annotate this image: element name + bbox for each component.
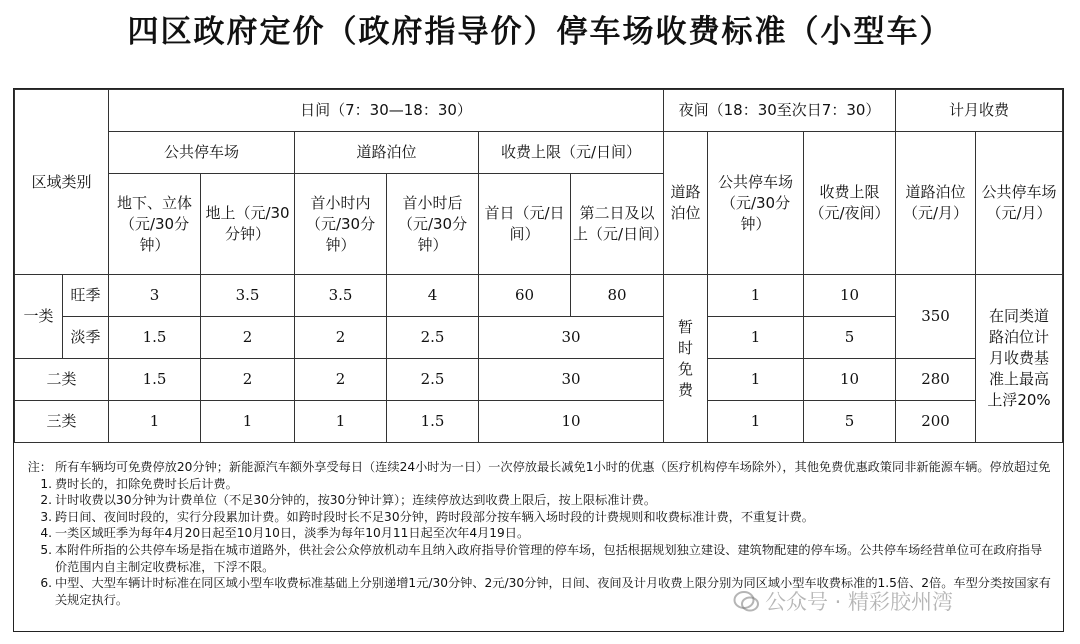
table-cell: 4 — [387, 275, 479, 317]
table-cell: 200 — [896, 401, 976, 443]
table-cell: 1.5 — [387, 401, 479, 443]
ground-header: 地上（元/30分钟） — [201, 174, 295, 275]
table-cell: 1 — [708, 317, 804, 359]
note-text: 跨日间、夜间时段的，实行分段累加计费。如跨时段时长不足30分钟，跨时段部分按车辆入场时段的计费规则和收费标准计费，不重复计费。 — [55, 509, 814, 524]
class3-label: 三类 — [15, 401, 109, 443]
after-first-hour-header: 首小时后（元/30分钟） — [387, 174, 479, 275]
day-header: 日间（7：30—18：30） — [109, 90, 664, 132]
table-cell: 1 — [708, 401, 804, 443]
note-text: 所有车辆均可免费停放20分钟；新能源汽车额外享受每日（连续24小时为一日）一次停放最长减免1小时的优惠（医疗机构停车场除外），其他免费优惠政策同非新能源车辆。停放超过免费时长的，扣除免费时长后计费。 — [55, 460, 1051, 491]
area-header: 区域类别 — [15, 90, 109, 275]
note-text: 本附件所指的公共停车场是指在城市道路外，供社会公众停放机动车且纳入政府指导价管理的停车场，包括根据规划独立建设、建筑物配建的停车场。公共停车场经营单位可在政府指导价范围内自主制定收费标准，下浮不限。 — [55, 542, 1043, 574]
table-cell: 3.5 — [201, 275, 295, 317]
table-cell: 1.5 — [109, 359, 201, 401]
monthly-public-note: 在同类道路泊位计月收费基准上最高上浮20% — [976, 275, 1063, 443]
table-cell: 5 — [804, 317, 896, 359]
class2-label: 二类 — [15, 359, 109, 401]
table-cell: 280 — [896, 359, 976, 401]
note-number: 4. — [40, 526, 52, 541]
note-text: 中型、大型车辆计时标准在同区域小型车收费标准基础上分别递增1元/30分钟、2元/30分钟，日间、夜间及计月收费上限分别为同区域小型车收费标准的1.5倍、2倍。车型分类按国家有关规定执行。 — [55, 576, 1051, 607]
table-cell: 2 — [201, 317, 295, 359]
wechat-icon — [733, 589, 761, 615]
peak-label: 旺季 — [63, 275, 109, 317]
table-cell: 350 — [896, 275, 976, 359]
table-cell: 1 — [201, 401, 295, 443]
note-text: 一类区域旺季为每年4月20日起至10月10日，淡季为每年10月11日起至次年4月19日。 — [55, 526, 530, 541]
note-item — [22, 542, 1054, 575]
note-number: 6. — [40, 576, 52, 591]
night-road-header: 道路泊位 — [664, 132, 708, 275]
night-road-free: 暂时免费 — [664, 275, 708, 443]
table-cell: 5 — [804, 401, 896, 443]
table-cell: 2.5 — [387, 359, 479, 401]
note-item — [22, 509, 1054, 526]
watermark — [765, 586, 953, 616]
note-number: 5. — [40, 542, 52, 557]
cap-header: 收费上限（元/日间） — [479, 132, 664, 174]
table-cell: 2 — [295, 317, 387, 359]
fee-table — [14, 89, 1063, 443]
night-cap-header: 收费上限（元/夜间） — [804, 132, 896, 275]
notes-prefix: 注： — [27, 460, 52, 474]
night-public-header: 公共停车场（元/30分钟） — [708, 132, 804, 275]
underground-header: 地下、立体（元/30分钟） — [109, 174, 201, 275]
table-cell: 60 — [479, 275, 571, 317]
note-item — [22, 459, 1054, 492]
note-number: 2. — [40, 493, 52, 508]
table-cell: 10 — [804, 359, 896, 401]
note-item — [22, 492, 1054, 509]
note-text: 计时收费以30分钟为计费单位（不足30分钟的，按30分钟计算）；连续停放达到收费上限后，按上限标准计费。 — [55, 493, 657, 508]
watermark-text: 公众号 · 精彩胶州湾 — [765, 590, 954, 614]
table-cell: 2.5 — [387, 317, 479, 359]
table-cell: 1.5 — [109, 317, 201, 359]
table-cell: 3 — [109, 275, 201, 317]
first-hour-header: 首小时内（元/30分钟） — [295, 174, 387, 275]
table-cell: 10 — [804, 275, 896, 317]
monthly-public-header: 公共停车场（元/月） — [976, 132, 1063, 275]
road-header: 道路泊位 — [295, 132, 479, 174]
monthly-header: 计月收费 — [896, 90, 1063, 132]
fee-table-frame — [13, 88, 1064, 632]
monthly-road-header: 道路泊位（元/月） — [896, 132, 976, 275]
table-cell: 1 — [295, 401, 387, 443]
public-lot-header: 公共停车场 — [109, 132, 295, 174]
second-day-header: 第二日及以上（元/日间） — [571, 174, 664, 275]
table-cell: 10 — [479, 401, 664, 443]
first-day-header: 首日（元/日间） — [479, 174, 571, 275]
table-cell: 2 — [201, 359, 295, 401]
note-number: 1. — [40, 476, 52, 491]
class1-label: 一类 — [15, 275, 63, 359]
note-item — [22, 525, 1054, 542]
table-cell: 1 — [708, 359, 804, 401]
table-cell: 1 — [708, 275, 804, 317]
table-cell: 2 — [295, 359, 387, 401]
night-header: 夜间（18：30至次日7：30） — [664, 90, 896, 132]
table-cell: 30 — [479, 317, 664, 359]
table-cell: 3.5 — [295, 275, 387, 317]
table-cell: 1 — [109, 401, 201, 443]
off-season-label: 淡季 — [63, 317, 109, 359]
table-cell: 30 — [479, 359, 664, 401]
page-title: 四区政府定价（政府指导价）停车场收费标准（小型车） — [127, 14, 953, 50]
note-number: 3. — [40, 509, 52, 524]
table-cell: 80 — [571, 275, 664, 317]
